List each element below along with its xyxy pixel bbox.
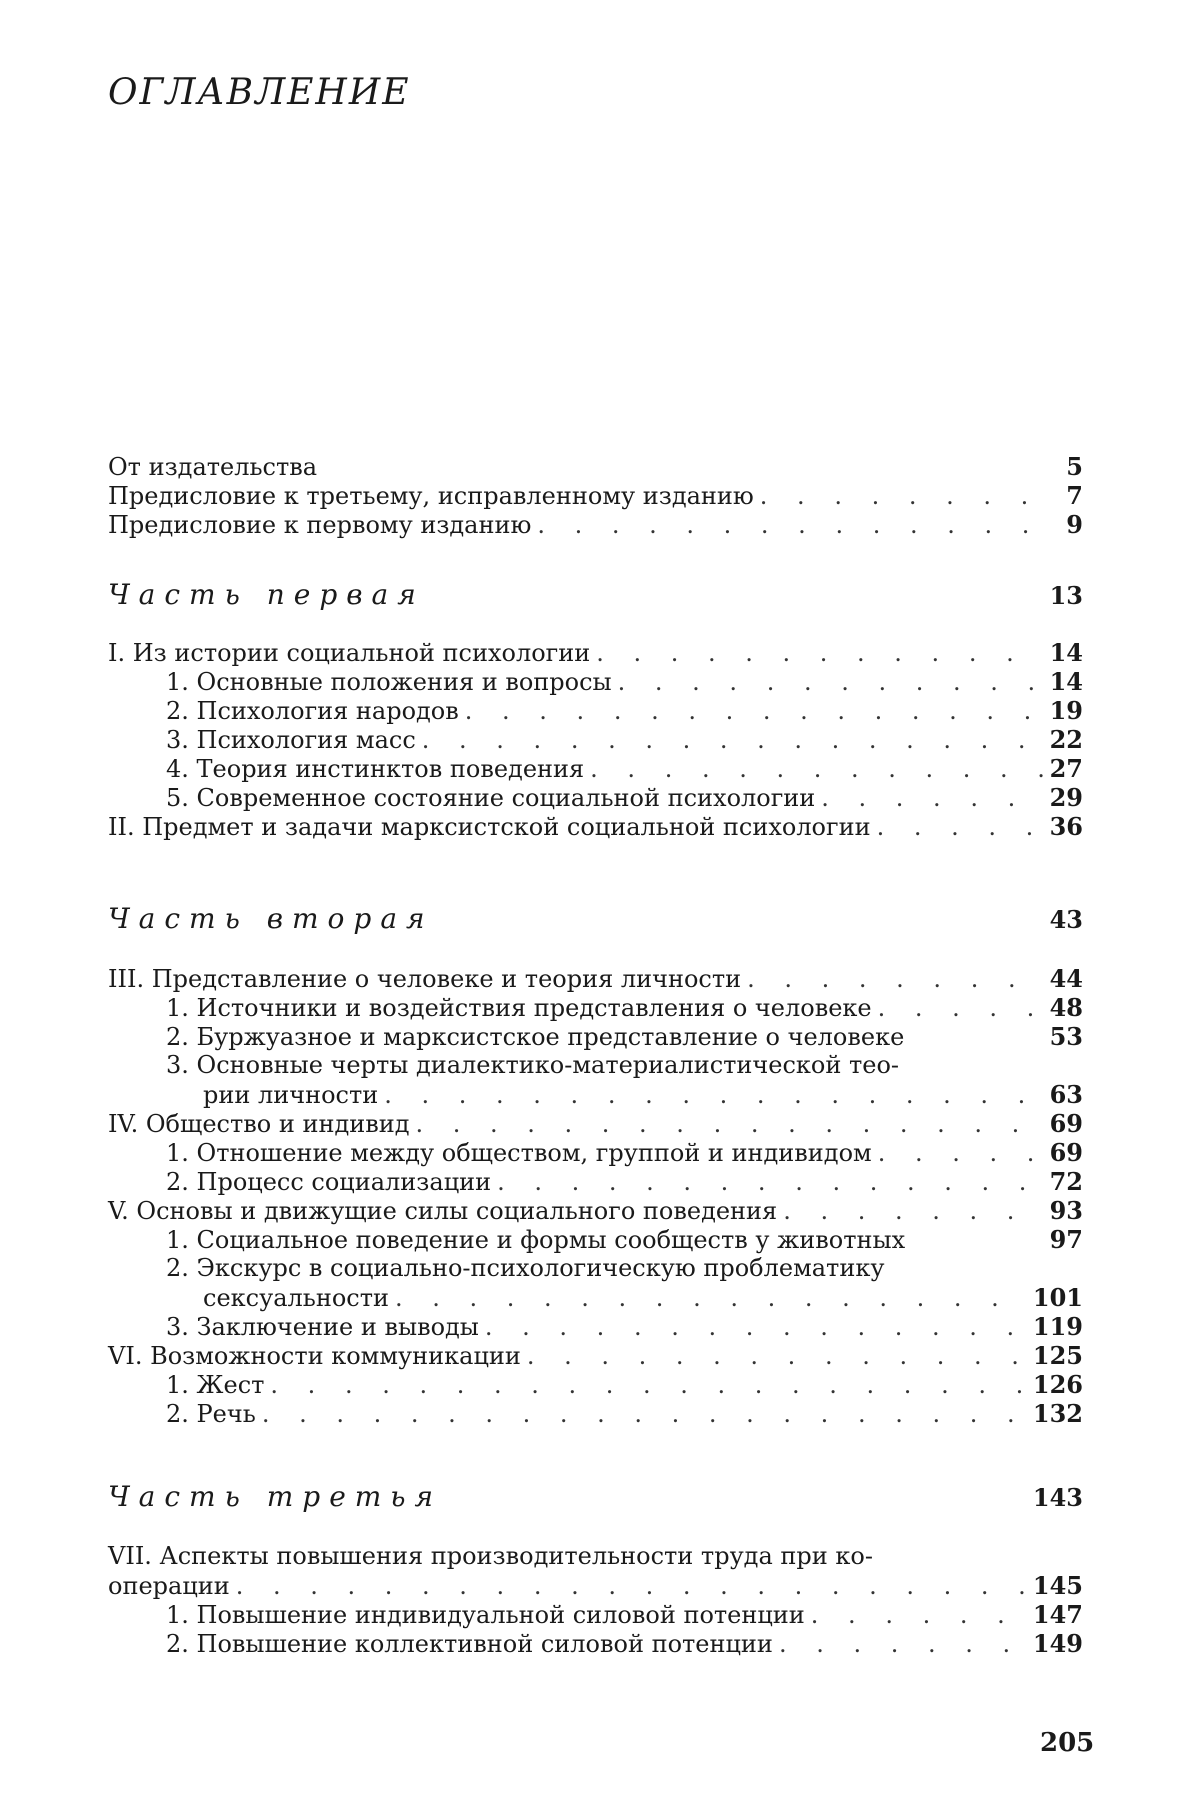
toc-entry-label: 2. Процесс социализации bbox=[166, 1168, 492, 1196]
toc-entry-page: 27 bbox=[1049, 754, 1083, 783]
leader-dots bbox=[416, 726, 1043, 755]
toc-entry[interactable] bbox=[108, 1629, 1083, 1658]
toc-entry-label: 3. Основные черты диалектико-материалистической тео- bbox=[166, 1051, 900, 1079]
leader-dots bbox=[521, 1342, 1027, 1371]
toc-entry-page: 126 bbox=[1032, 1370, 1083, 1399]
leader-dots bbox=[531, 511, 1043, 540]
toc-entry-label: 5. Современное состояние социальной психологии bbox=[166, 784, 816, 812]
part-page: 13 bbox=[1049, 581, 1083, 610]
toc-entry[interactable] bbox=[108, 812, 1083, 841]
toc-entry-label: 1. Повышение индивидуальной силовой потенции bbox=[166, 1601, 805, 1629]
toc-entry-label: 1. Отношение между обществом, группой и индивидом bbox=[166, 1139, 872, 1167]
leader-dots bbox=[230, 1572, 1027, 1601]
toc-entry-page: 149 bbox=[1032, 1629, 1083, 1658]
toc-entry[interactable] bbox=[108, 1283, 1083, 1312]
leader-dots bbox=[871, 813, 1043, 842]
toc-entry-page: 9 bbox=[1066, 510, 1083, 539]
part-title: Часть вторая bbox=[108, 902, 434, 935]
toc-entry[interactable] bbox=[108, 510, 1083, 539]
toc-entry-page: 19 bbox=[1049, 696, 1083, 725]
toc-entry-label: Предисловие к третьему, исправленному изданию bbox=[108, 482, 754, 510]
leader-dots bbox=[584, 755, 1043, 784]
leader-dots bbox=[256, 1400, 1027, 1429]
page-number: 205 bbox=[1040, 1728, 1095, 1758]
leader-dots bbox=[612, 668, 1043, 697]
toc-entry-label: 1. Социальное поведение и формы сообществ у животных bbox=[166, 1226, 906, 1254]
toc-entry[interactable] bbox=[108, 1138, 1083, 1167]
toc-entry-label: 1. Источники и воздействия представления о человеке bbox=[166, 994, 872, 1022]
part-page: 43 bbox=[1049, 905, 1083, 934]
toc-entry-label: V. Основы и движущие силы социального поведения bbox=[108, 1197, 778, 1225]
leader-dots bbox=[773, 1630, 1027, 1659]
toc-entry-page: 101 bbox=[1032, 1283, 1083, 1312]
toc-entry-page: 48 bbox=[1049, 993, 1083, 1022]
toc-entry-label: 2. Повышение коллективной силовой потенции bbox=[166, 1630, 773, 1658]
part-heading[interactable] bbox=[108, 1480, 1083, 1513]
leader-dots bbox=[872, 994, 1043, 1023]
toc-entry-label: VI. Возможности коммуникации bbox=[108, 1342, 521, 1370]
toc-entry-page: 29 bbox=[1049, 783, 1083, 812]
leader-dots bbox=[389, 1284, 1027, 1313]
toc-entry[interactable] bbox=[108, 481, 1083, 510]
toc-entry-label: 2. Буржуазное и марксистское представление о человеке bbox=[166, 1023, 905, 1051]
toc-entry[interactable] bbox=[108, 1109, 1083, 1138]
toc-entry[interactable] bbox=[108, 667, 1083, 696]
toc-entry[interactable] bbox=[108, 783, 1083, 812]
toc-entry[interactable] bbox=[108, 1542, 1083, 1571]
toc-entry[interactable] bbox=[108, 1571, 1083, 1600]
toc-entry[interactable] bbox=[108, 696, 1083, 725]
toc-entry[interactable] bbox=[108, 1600, 1083, 1629]
toc-entry[interactable] bbox=[108, 1167, 1083, 1196]
toc-entry[interactable] bbox=[108, 993, 1083, 1022]
toc-entry-page: 119 bbox=[1032, 1312, 1083, 1341]
toc-entry-page: 14 bbox=[1049, 667, 1083, 696]
leader-dots bbox=[491, 1168, 1043, 1197]
leader-dots bbox=[872, 1139, 1043, 1168]
toc-entry[interactable] bbox=[108, 1341, 1083, 1370]
toc-entry-label: сексуальности bbox=[203, 1284, 389, 1312]
page-heading: ОГЛАВЛЕНИЕ bbox=[108, 72, 411, 113]
toc-entry-page: 69 bbox=[1049, 1138, 1083, 1167]
toc-entry-page: 69 bbox=[1049, 1109, 1083, 1138]
toc-entry[interactable] bbox=[108, 1312, 1083, 1341]
toc-entry-label: I. Из истории социальной психологии bbox=[108, 639, 591, 667]
toc-entry-page: 36 bbox=[1049, 812, 1083, 841]
part-heading[interactable] bbox=[108, 902, 1083, 935]
toc-entry-label: 4. Теория инстинктов поведения bbox=[166, 755, 585, 783]
part-page: 143 bbox=[1032, 1483, 1083, 1512]
toc-entry-label: операции bbox=[108, 1572, 230, 1600]
toc-entry[interactable] bbox=[108, 452, 1083, 481]
leader-dots bbox=[479, 1313, 1027, 1342]
toc-entry-page: 44 bbox=[1049, 964, 1083, 993]
toc-entry-label: 3. Психология масс bbox=[166, 726, 416, 754]
toc-entry-page: 97 bbox=[1049, 1225, 1083, 1254]
toc-entry-label: 2. Экскурс в социально-психологическую проблематику bbox=[166, 1254, 885, 1282]
toc-entry-page: 7 bbox=[1066, 481, 1083, 510]
toc-entry-label: 3. Заключение и выводы bbox=[166, 1313, 479, 1341]
toc-entry[interactable] bbox=[108, 754, 1083, 783]
toc-entry-label: IV. Общество и индивид bbox=[108, 1110, 410, 1138]
toc-entry[interactable] bbox=[108, 1370, 1083, 1399]
leader-dots bbox=[805, 1601, 1027, 1630]
toc-entry[interactable] bbox=[108, 1080, 1083, 1109]
toc-entry-page: 145 bbox=[1032, 1571, 1083, 1600]
leader-dots bbox=[754, 482, 1043, 511]
toc-entry[interactable] bbox=[108, 725, 1083, 754]
toc-entry[interactable] bbox=[108, 1051, 1083, 1080]
toc-entry[interactable] bbox=[108, 964, 1083, 993]
toc-entry-page: 125 bbox=[1032, 1341, 1083, 1370]
toc-entry-page: 93 bbox=[1049, 1196, 1083, 1225]
toc-entry-label: Предисловие к первому изданию bbox=[108, 511, 532, 539]
leader-dots bbox=[777, 1197, 1043, 1226]
toc-entry-page: 132 bbox=[1032, 1399, 1083, 1428]
leader-dots bbox=[459, 697, 1043, 726]
toc-entry[interactable] bbox=[108, 1225, 1083, 1254]
toc-entry-label: II. Предмет и задачи марксистской социальной психологии bbox=[108, 813, 871, 841]
toc-entry-label: 2. Психология народов bbox=[166, 697, 459, 725]
leader-dots bbox=[815, 784, 1043, 813]
toc-entry[interactable] bbox=[108, 1022, 1083, 1051]
leader-dots bbox=[264, 1371, 1026, 1400]
toc-entry-label: 2. Речь bbox=[166, 1400, 256, 1428]
toc-entry-page: 147 bbox=[1032, 1600, 1083, 1629]
leader-dots bbox=[410, 1110, 1044, 1139]
toc-entry-label: 1. Основные положения и вопросы bbox=[166, 668, 612, 696]
toc-entry-label: III. Представление о человеке и теория личности bbox=[108, 965, 742, 993]
toc-entry-label: рии личности bbox=[203, 1081, 379, 1109]
toc-entry[interactable] bbox=[108, 1399, 1083, 1428]
toc-entry[interactable] bbox=[108, 1254, 1083, 1283]
toc-entry-label: 1. Жест bbox=[166, 1371, 265, 1399]
part-heading[interactable] bbox=[108, 578, 1083, 611]
toc-entry-page: 22 bbox=[1049, 725, 1083, 754]
toc-entry-page: 5 bbox=[1066, 452, 1083, 481]
part-title: Часть первая bbox=[108, 578, 425, 611]
leader-dots bbox=[741, 965, 1043, 994]
toc-entry-label: VII. Аспекты повышения производительности труда при ко- bbox=[108, 1542, 873, 1570]
toc-entry[interactable] bbox=[108, 1196, 1083, 1225]
toc-entry-page: 14 bbox=[1049, 638, 1083, 667]
part-title: Часть третья bbox=[108, 1480, 443, 1513]
toc-entry-label: От издательства bbox=[108, 453, 318, 481]
toc-entry[interactable] bbox=[108, 638, 1083, 667]
toc-entry-page: 63 bbox=[1049, 1080, 1083, 1109]
toc-entry-page: 72 bbox=[1049, 1167, 1083, 1196]
toc-entry-page: 53 bbox=[1049, 1022, 1083, 1051]
leader-dots bbox=[590, 639, 1043, 668]
leader-dots bbox=[378, 1081, 1043, 1110]
